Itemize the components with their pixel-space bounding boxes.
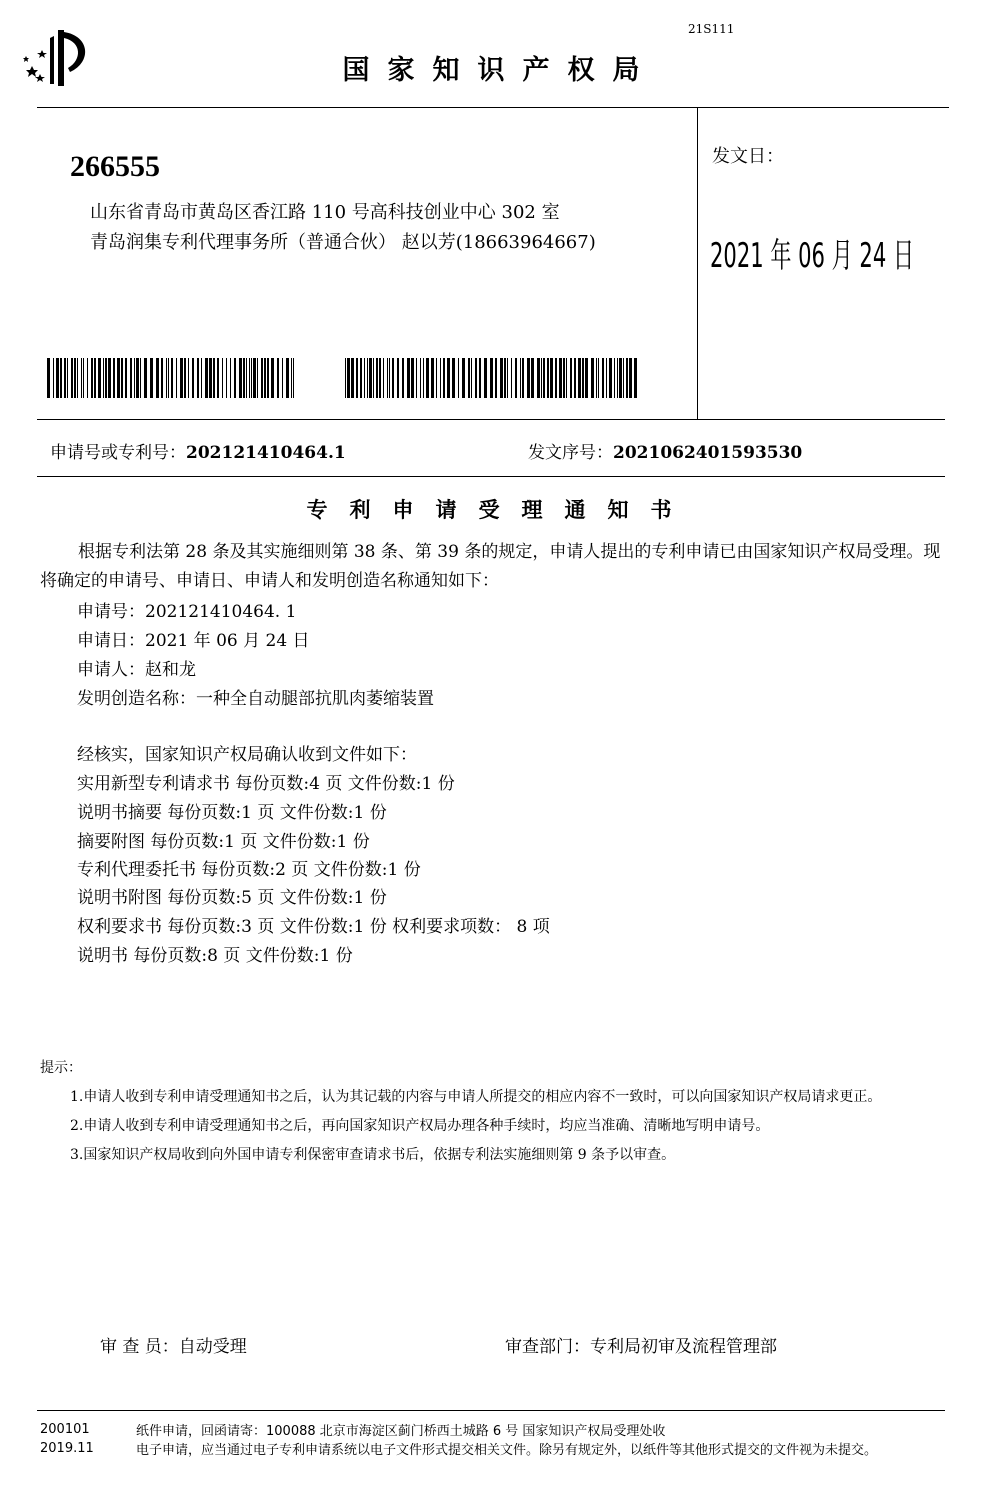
barcode-bar xyxy=(277,358,279,398)
barcode-bar xyxy=(261,358,263,398)
barcode-bar xyxy=(447,358,450,398)
barcode-bar xyxy=(515,358,517,398)
hint-item: 1.申请人收到专利申请受理通知书之后，认为其记载的内容与申请人所提交的相应内容不一致时，可以向国家知识产权局请求更正。 xyxy=(70,1089,882,1105)
barcode-bar xyxy=(574,358,576,398)
barcode-bar xyxy=(591,358,594,398)
dispatch-divider xyxy=(697,107,698,419)
barcode-bar xyxy=(81,358,82,398)
barcode-bar xyxy=(511,358,512,398)
barcode-bar xyxy=(267,358,269,398)
barcode-bar xyxy=(541,358,542,398)
barcode-left xyxy=(47,358,297,398)
barcode-bar xyxy=(431,358,434,398)
barcode-bar xyxy=(282,358,283,398)
barcode-bar xyxy=(205,358,208,398)
barcode-bar xyxy=(351,358,354,398)
barcode-bar xyxy=(197,358,199,398)
barcode-bar xyxy=(271,358,274,398)
barcode-bar xyxy=(60,358,62,398)
footer-form-code: 200101 xyxy=(40,1422,90,1437)
barcode-bar xyxy=(91,358,93,398)
barcode-bar xyxy=(243,358,245,398)
barcode-bar xyxy=(251,358,252,398)
barcode-bar xyxy=(500,358,503,398)
barcode-bar xyxy=(222,358,223,398)
barcode-bar xyxy=(130,358,132,398)
barcode-bar xyxy=(56,358,59,398)
barcode-bar xyxy=(144,358,147,398)
barcode-bar xyxy=(136,358,139,398)
barcode-bar xyxy=(504,358,506,398)
barcode-bar xyxy=(376,358,378,398)
barcode-bar xyxy=(379,358,381,398)
document-item: 权利要求书 每份页数:3 页 文件份数:1 份 权利要求项数： 8 项 xyxy=(77,917,550,937)
field-application-number: 申请号：202121410464. 1 xyxy=(77,602,297,622)
barcode-bar xyxy=(108,358,111,398)
barcode-bar xyxy=(230,358,231,398)
recipient-address: 山东省青岛市黄岛区香江路 110 号高科技创业中心 302 室 xyxy=(90,202,560,223)
barcode-bar xyxy=(257,358,258,398)
barcode-bar xyxy=(397,358,399,398)
header-rule xyxy=(37,107,949,108)
field-invention-name: 发明创造名称：一种全自动腿部抗肌肉萎缩装置 xyxy=(77,689,434,709)
barcode-bar xyxy=(614,358,615,398)
application-number-label: 申请号或专利号： xyxy=(50,443,186,463)
numbers-rule xyxy=(37,476,945,477)
barcode-bar xyxy=(213,358,215,398)
barcode-bar xyxy=(117,358,120,398)
barcode-bar xyxy=(373,358,374,398)
barcode-bar xyxy=(121,358,123,398)
barcode-bar xyxy=(286,358,289,398)
barcode-bar xyxy=(436,358,437,398)
barcode-bar xyxy=(520,358,521,398)
barcode-bar xyxy=(606,358,607,398)
barcode-bar xyxy=(369,358,372,398)
barcode-bar xyxy=(617,358,618,398)
document-item: 摘要附图 每份页数:1 页 文件份数:1 份 xyxy=(77,832,370,852)
address-rule xyxy=(37,419,945,420)
hints-label: 提示： xyxy=(40,1060,82,1076)
dispatch-number-label: 发文序号： xyxy=(528,443,613,463)
barcode-bar xyxy=(389,358,390,398)
barcode-bar xyxy=(134,358,135,398)
barcode-bar xyxy=(582,358,584,398)
footer-form-version: 2019.11 xyxy=(40,1441,94,1456)
barcode-bar xyxy=(527,358,530,398)
footer-rule xyxy=(37,1410,945,1411)
barcode-bar xyxy=(360,358,362,398)
dispatch-number-row xyxy=(528,438,802,463)
barcode-bar xyxy=(166,358,167,398)
application-number-value: 202121410464.1 xyxy=(186,443,346,463)
barcode-bar xyxy=(67,358,68,398)
barcode-bar xyxy=(94,358,96,398)
barcode-bar xyxy=(188,358,189,398)
barcode-bar xyxy=(383,358,384,398)
barcode-bar xyxy=(559,358,562,398)
barcode-bar xyxy=(74,358,76,398)
barcode-bar xyxy=(462,358,465,398)
dispatch-number-value: 2021062401593530 xyxy=(613,443,803,463)
hint-item: 2.申请人收到专利申请受理通知书之后，再向国家知识产权局办理各种手续时，均应当准确、清晰地写明申请号。 xyxy=(70,1118,770,1134)
barcode-bar xyxy=(566,358,567,398)
barcode-bar xyxy=(479,358,481,398)
barcode-bar xyxy=(495,358,497,398)
barcode-bar xyxy=(609,358,612,398)
barcode-bar xyxy=(47,358,50,398)
document-item: 专利代理委托书 每份页数:2 页 文件份数:1 份 xyxy=(77,860,421,880)
barcode-bar xyxy=(125,358,127,398)
barcode-bar xyxy=(161,358,163,398)
barcode-bar xyxy=(563,358,565,398)
barcode-bar xyxy=(184,358,186,398)
barcode-bar xyxy=(83,358,84,398)
examining-department: 审查部门：专利局初审及流程管理部 xyxy=(505,1337,777,1357)
barcode-bar xyxy=(217,358,219,398)
barcode-bar xyxy=(64,358,66,398)
barcode-bar xyxy=(507,358,508,398)
notice-intro: 根据专利法第 28 条及其实施细则第 38 条、第 39 条的规定，申请人提出的专利申请已由国家知识产权局受理。现将确定的申请号、申请日、申请人和发明创造名称通知如下： xyxy=(40,542,941,591)
barcode-bar xyxy=(291,358,292,398)
examiner: 审 查 员：自动受理 xyxy=(100,1337,247,1357)
recipient-agent: 青岛润集专利代理事务所（普通合伙） 赵以芳(18663964667) xyxy=(90,232,596,253)
barcode-bar xyxy=(452,358,455,398)
field-application-date: 申请日：2021 年 06 月 24 日 xyxy=(77,631,310,651)
barcode-bar xyxy=(407,358,410,398)
barcode-bar xyxy=(550,358,553,398)
barcode-bar xyxy=(246,358,247,398)
barcode-bar xyxy=(411,358,414,398)
document-item: 实用新型专利请求书 每份页数:4 页 文件份数:1 份 xyxy=(77,774,455,794)
barcode-bar xyxy=(547,358,549,398)
barcode-bar xyxy=(402,358,404,398)
postcode: 266555 xyxy=(70,150,160,183)
document-item: 说明书 每份页数:8 页 文件份数:1 份 xyxy=(77,946,353,966)
barcode-bar xyxy=(364,358,365,398)
barcode-bar xyxy=(475,358,477,398)
barcode-bar xyxy=(619,358,622,398)
barcode-bar xyxy=(77,358,78,398)
document-item: 说明书摘要 每份页数:1 页 文件份数:1 份 xyxy=(77,803,387,823)
barcode-bar xyxy=(105,358,107,398)
footer-electronic-note: 电子申请，应当通过电子专利申请系统以电子文件形式提交相关文件。除另有规定外，以纸件等其他形式提交的文件视为未提交。 xyxy=(136,1443,878,1458)
barcode-bar xyxy=(180,358,183,398)
office-title: 国家知识产权局 xyxy=(342,55,658,86)
barcode-bar xyxy=(537,358,540,398)
barcode-bar xyxy=(209,358,212,398)
barcode-bar xyxy=(264,358,266,398)
barcode-bar xyxy=(356,358,358,398)
barcode-bar xyxy=(543,358,545,398)
barcode-bar xyxy=(416,358,417,398)
barcode-bar xyxy=(602,358,604,398)
barcode-bar xyxy=(367,358,368,398)
barcode-bar xyxy=(555,358,557,398)
barcode-bar xyxy=(443,358,445,398)
footer-notes xyxy=(136,1422,951,1460)
barcode-bar xyxy=(426,358,429,398)
barcode-bar xyxy=(629,358,632,398)
barcode-bar xyxy=(484,358,487,398)
field-applicant: 申请人：赵和龙 xyxy=(77,660,196,680)
notice-title: 专利申请受理通知书 xyxy=(306,498,694,522)
barcode-bar xyxy=(234,358,236,398)
barcode-bar xyxy=(531,358,534,398)
barcode-bar xyxy=(522,358,524,398)
barcode-bar xyxy=(53,358,54,398)
barcode-bar xyxy=(623,358,624,398)
barcode-bar xyxy=(598,358,599,398)
barcode-bar xyxy=(345,358,346,398)
barcode-bar xyxy=(176,358,177,398)
dispatch-date-value: 2021 年 06 月 24 日 xyxy=(710,236,915,276)
barcode-bar xyxy=(98,358,101,398)
barcode-bar xyxy=(392,358,394,398)
barcode-bar xyxy=(150,358,153,398)
barcode-bar xyxy=(239,358,242,398)
barcode-right xyxy=(345,358,638,398)
barcode-bar xyxy=(471,358,472,398)
hints-section xyxy=(40,1054,950,1170)
barcode-bar xyxy=(156,358,159,398)
hint-item: 3.国家知识产权局收到向外国申请专利保密审查请求书后，依据专利法实施细则第 9 条予以审查。 xyxy=(70,1147,676,1163)
barcode-bar xyxy=(626,358,628,398)
barcode-bar xyxy=(87,358,88,398)
barcode-bar xyxy=(570,358,572,398)
barcode-bar xyxy=(249,358,250,398)
barcode-bar xyxy=(387,358,388,398)
confirm-heading: 经核实，国家知识产权局确认收到文件如下： xyxy=(77,745,417,765)
barcode-bar xyxy=(113,358,115,398)
barcode-bar xyxy=(578,358,581,398)
barcode-bar xyxy=(168,358,169,398)
document-item: 说明书附图 每份页数:5 页 文件份数:1 份 xyxy=(77,888,387,908)
barcode-bar xyxy=(171,358,173,398)
barcode-bar xyxy=(585,358,588,398)
barcode-bar xyxy=(103,358,104,398)
barcode-bar xyxy=(423,358,424,398)
barcode-bar xyxy=(420,358,421,398)
barcode-bar xyxy=(201,358,202,398)
barcode-bar xyxy=(293,358,294,398)
barcode-bar xyxy=(468,358,470,398)
barcode-bar xyxy=(71,358,73,398)
barcode-bar xyxy=(634,358,637,398)
form-code: 21S111 xyxy=(688,22,735,36)
barcode-bar xyxy=(347,358,350,398)
footer-paper-note: 纸件申请，回函请寄：100088 北京市海淀区蓟门桥西土城路 6 号 国家知识产权局受理处收 xyxy=(136,1424,666,1439)
barcode-bar xyxy=(253,358,256,398)
barcode-bar xyxy=(140,358,141,398)
dispatch-date-label: 发文日： xyxy=(712,146,784,167)
application-number-row xyxy=(50,438,346,463)
barcode-bar xyxy=(458,358,459,398)
barcode-bar xyxy=(440,358,441,398)
barcode-bar xyxy=(490,358,493,398)
barcode-bar xyxy=(226,358,227,398)
barcode-bar xyxy=(596,358,597,398)
barcode-bar xyxy=(192,358,194,398)
